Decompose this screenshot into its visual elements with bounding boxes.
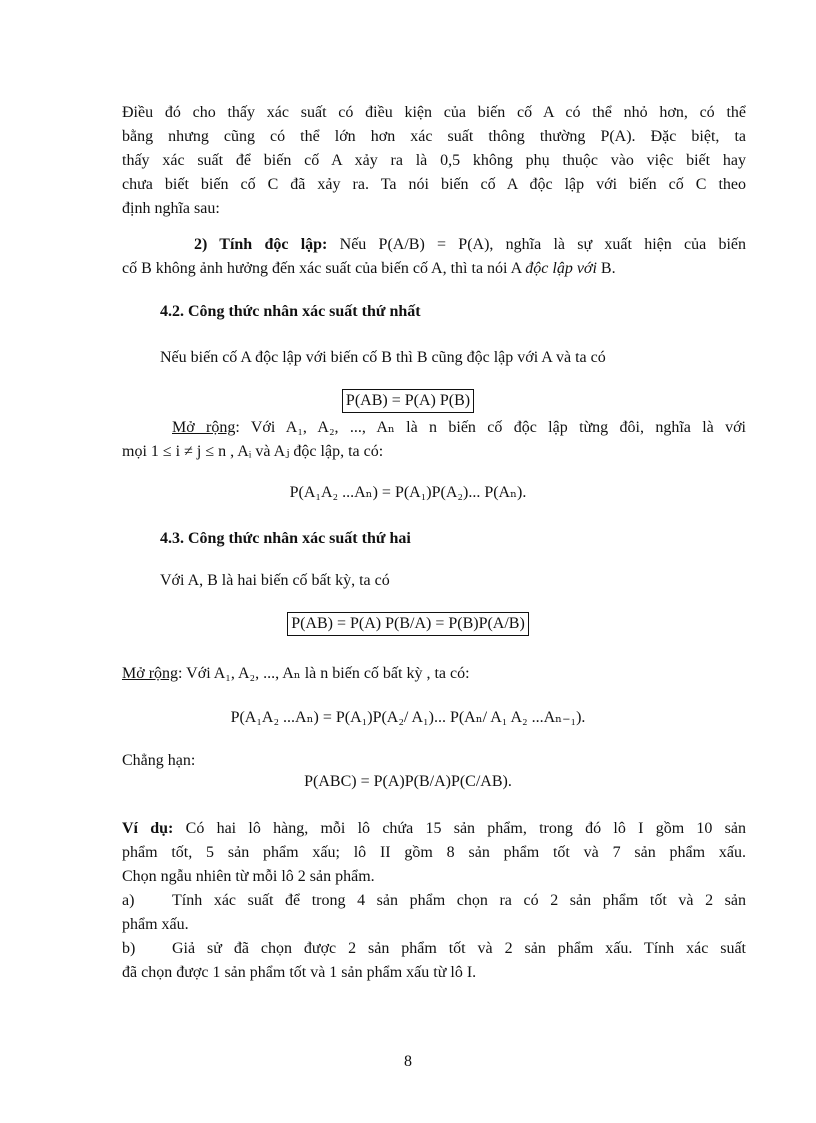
extension-paragraph <box>122 662 746 686</box>
independence-definition <box>122 233 746 281</box>
extension-paragraph <box>122 416 746 464</box>
definition-text: B. <box>596 260 616 277</box>
item-text: Giả sử đã chọn được 2 sản phẩm tốt và 2 sản phẩm xấu. Tính xác suất <box>172 940 746 957</box>
item-text: phẩm xấu. <box>122 916 189 933</box>
definition-text: cố B không ảnh hưởng đến xác suất của biến cố A, thì ta nói A <box>122 260 526 277</box>
intro-line: thấy xác suất để biến cố A xảy ra là 0,5 không phụ thuộc vào việc biết hay <box>122 152 746 169</box>
extension-formula: P(A₁A₂ ...Aₙ) = P(A₁)P(A₂/ A₁)... P(Aₙ/ A₁ A₂ ...Aₙ₋₁). <box>230 709 586 726</box>
example-text: Chọn ngẫu nhiên từ mỗi lô 2 sản phẩm. <box>122 868 375 885</box>
example-text: Có hai lô hàng, mỗi lô chứa 15 sản phẩm, trong đó lô I gồm 10 sản <box>173 820 747 837</box>
extension-text: : Với A₁, A₂, ..., Aₙ là n biến cố bất kỳ , ta có: <box>178 665 470 682</box>
boxed-formula: P(AB) = P(A) P(B) <box>342 389 474 413</box>
intro-paragraph <box>122 101 746 221</box>
example-label: Ví dụ: <box>122 820 174 837</box>
page-number: 8 <box>404 1053 412 1070</box>
section-heading-4-3: 4.3. Công thức nhân xác suất thứ hai <box>160 530 411 547</box>
item-label: a) <box>122 892 135 909</box>
intro-line: chưa biết biến cố C đã xảy ra. Ta nói biến cố A độc lập với biến cố C theo <box>122 176 746 193</box>
boxed-formula: P(AB) = P(A) P(B/A) = P(B)P(A/B) <box>287 612 529 636</box>
example-text: phẩm tốt, 5 sản phẩm xấu; lô II gồm 8 sản phẩm tốt và 7 sản phẩm xấu. <box>122 844 746 861</box>
extension-formula: P(A₁A₂ ...Aₙ) = P(A₁)P(A₂)... P(Aₙ). <box>289 484 527 501</box>
definition-label: 2) Tính độc lập: <box>194 236 328 253</box>
item-text: đã chọn được 1 sản phẩm tốt và 1 sản phẩm xấu từ lô I. <box>122 964 477 981</box>
example-formula: P(ABC) = P(A)P(B/A)P(C/AB). <box>304 773 512 790</box>
intro-line: bằng nhưng cũng có thể lớn hơn xác suất thông thường P(A). Đặc biệt, ta <box>122 128 746 145</box>
formula-box <box>0 389 816 413</box>
extension-label: Mở rộng <box>172 419 236 436</box>
item-label: b) <box>122 940 136 957</box>
definition-text: Nếu P(A/B) = P(A), nghĩa là sự xuất hiện của biến <box>327 236 747 253</box>
extension-text: : Với A₁, A₂, ..., Aₙ là n biến cố độc lập từng đôi, nghĩa là với <box>235 419 747 436</box>
definition-italic: độc lập với <box>525 260 597 277</box>
example-item-b <box>122 937 746 961</box>
example-intro: Chẳng hạn: <box>122 752 196 769</box>
section-text: Nếu biến cố A độc lập với biến cố B thì B cũng độc lập với A và ta có <box>160 349 606 366</box>
extension-text: mọi 1 ≤ i ≠ j ≤ n , Aᵢ và Aⱼ độc lập, ta có: <box>122 443 384 460</box>
example-paragraph <box>122 817 746 985</box>
intro-line: Điều đó cho thấy xác suất có điều kiện của biến cố A có thể nhỏ hơn, có thể <box>122 104 746 121</box>
section-text: Với A, B là hai biến cố bất kỳ, ta có <box>160 572 390 589</box>
extension-label: Mở rộng <box>122 665 179 682</box>
intro-line: định nghĩa sau: <box>122 200 220 217</box>
formula-box <box>0 612 816 636</box>
section-heading-4-2: 4.2. Công thức nhân xác suất thứ nhất <box>160 303 421 320</box>
example-item-a <box>122 889 746 913</box>
item-text: Tính xác suất để trong 4 sản phẩm chọn ra có 2 sản phẩm tốt và 2 sản <box>172 892 746 909</box>
